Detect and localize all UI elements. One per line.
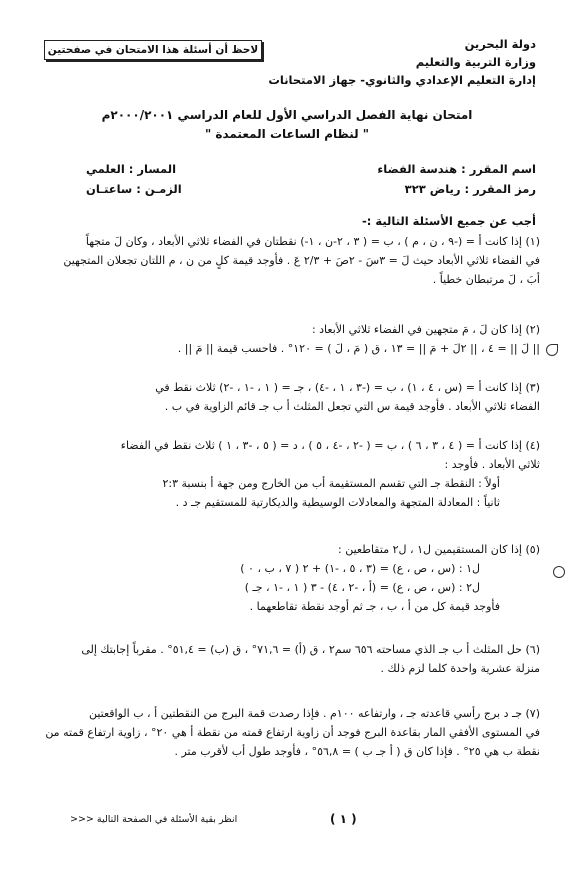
page-number: ( ١ ) <box>330 812 357 826</box>
country-name: دولة البحرين <box>464 37 536 51</box>
exam-title: امتحان نهاية الفصل الدراسي الأول للعام الدراسي ٢٠٠٠/٢٠٠١م <box>101 108 473 122</box>
question-line: (٤) إذا كانت أ = ( ٤ ، ٣ ، ٦ ) ، ب = ( -٢ ، -٤ ، ٥ ) ، د = ( ٥ ، -٣ ، ١ ) ثلاث نقط في الفضاء <box>120 439 540 452</box>
question-line: الفضاء ثلاثي الأبعاد . فأوجد قيمة س التي تجعل المثلث أ ب جـ قائم الزاوية في ب . <box>164 400 540 413</box>
question-line: (٦) حل المثلث أ ب جـ الذي مساحته ٦٥٦ سم٢ ، ق (أ) = ٧١,٦° ، ق (ب) = ٥١,٤° . مقرباً إجابتك إلى <box>81 643 540 656</box>
question-line: منزلة عشرية واحدة كلما لزم ذلك . <box>380 662 540 675</box>
question-1 <box>40 232 540 289</box>
question-subpart: ثانياً : المعادلة المتجهة والمعادلات الوسيطية والديكارتية للمستقيم جـ د . <box>175 496 500 509</box>
exam-system: " لنظام الساعات المعتمدة " <box>204 127 370 141</box>
question-6 <box>40 640 540 678</box>
margin-mark <box>546 344 558 356</box>
exam-time: الزمـن : ساعتـان <box>86 182 182 196</box>
question-subpart: فأوجد قيمة كل من أ ، ب ، جـ ثم أوجد نقطة تقاطعهما . <box>249 600 500 613</box>
question-7 <box>40 704 540 761</box>
question-line: (٧) جـ د برج رأسي قاعدته جـ ، وارتفاعه ١٠٠م . فإذا رصدت قمة البرج من النقطتين أ ، ب الواقعتين <box>88 707 540 720</box>
question-3 <box>40 378 540 416</box>
question-2 <box>40 320 540 358</box>
question-line: (١) إذا كانت أ = (-٩ ، ن ، م ) ، ب = ( ٣ ، ٢-ن ، ١-) نقطتان في الفضاء ثلاثي الأبعاد ، وكان لَ متجهاً <box>85 235 540 248</box>
ministry-name: وزارة التربية والتعليم <box>415 55 536 69</box>
course-code: رمز المقرر : رياض ٣٢٣ <box>404 182 536 196</box>
question-line: ثلاثي الأبعاد . فأوجد : <box>444 458 540 471</box>
question-line: (٣) إذا كانت أ = (س ، ٤ ، ١) ، ب = (-٣ ، ١ ، -٤) ، جـ = ( ١ ، -١ ، -٢) ثلاث نقط في <box>155 381 540 394</box>
question-line: (٥) إذا كان المستقيمين ل١ ، ل٢ متقاطعين : <box>338 543 540 556</box>
question-line: في الفضاء ثلاثي الأبعاد حيث لَ = ٣سَ - ٢صَ + ٢/٣ عَ . فأوجد قيمة كلٍ من ن ، م اللتان تجعلان المتجهين <box>63 254 540 267</box>
notice-box: لاحظ أن أسئلة هذا الامتحان في صفحتين <box>44 40 262 60</box>
question-line: أبَ ، لَ مرتبطان خطياً . <box>432 273 540 286</box>
course-name: اسم المقرر : هندسة الفضاء <box>377 162 536 176</box>
question-line: || لَ || = ٤ ، || ٢لَ + مَ || = ١٣ ، ق ( مَ ، لَ ) = ١٢٠° . فاحسب قيمة || مَ || . <box>177 342 540 355</box>
line-equation-1: ل١ : (س ، ص ، ع) = (٣ ، ٥ ، -١) + ٢ ( ٧ ، ب ، ٠ ) <box>240 562 480 575</box>
question-5 <box>40 540 540 616</box>
continue-note: انظر بقية الأسئلة في الصفحة التالية <<< <box>70 814 238 825</box>
track: المسار : العلمي <box>86 162 177 176</box>
question-4 <box>40 436 540 512</box>
margin-mark <box>553 566 565 578</box>
directorate-name: إدارة التعليم الإعدادي والثانوي- جهاز الامتحانات <box>268 73 536 87</box>
question-line: (٢) إذا كان لَ ، مَ متجهين في الفضاء ثلاثي الأبعاد : <box>311 323 540 336</box>
question-line: نقطة ب هي ٢٥° . فإذا كان ق ( أ جـ ب ) = ٥٦,٨° ، فأوجد طول أب لأقرب متر . <box>174 745 540 758</box>
instructions: أجب عن جميع الأسئلة التالية :- <box>362 214 536 228</box>
question-subpart: أولاً : النقطة جـ التي تقسم المستقيمة أب من الخارج ومن جهة أ بنسبة ٢:٣ <box>162 477 500 490</box>
line-equation-2: ل٢ : (س ، ص ، ع) = (أ ، -٢ ، ٤) - ٣ ( ١ ، -١ ، جـ ) <box>244 581 480 594</box>
question-line: في المستوى الأفقي المار بقاعدة البرج فوجد أن زاوية ارتفاع قمته من نقطة أ هي ٢٠° ، زاوية ارتفاع قمته من <box>45 726 540 739</box>
